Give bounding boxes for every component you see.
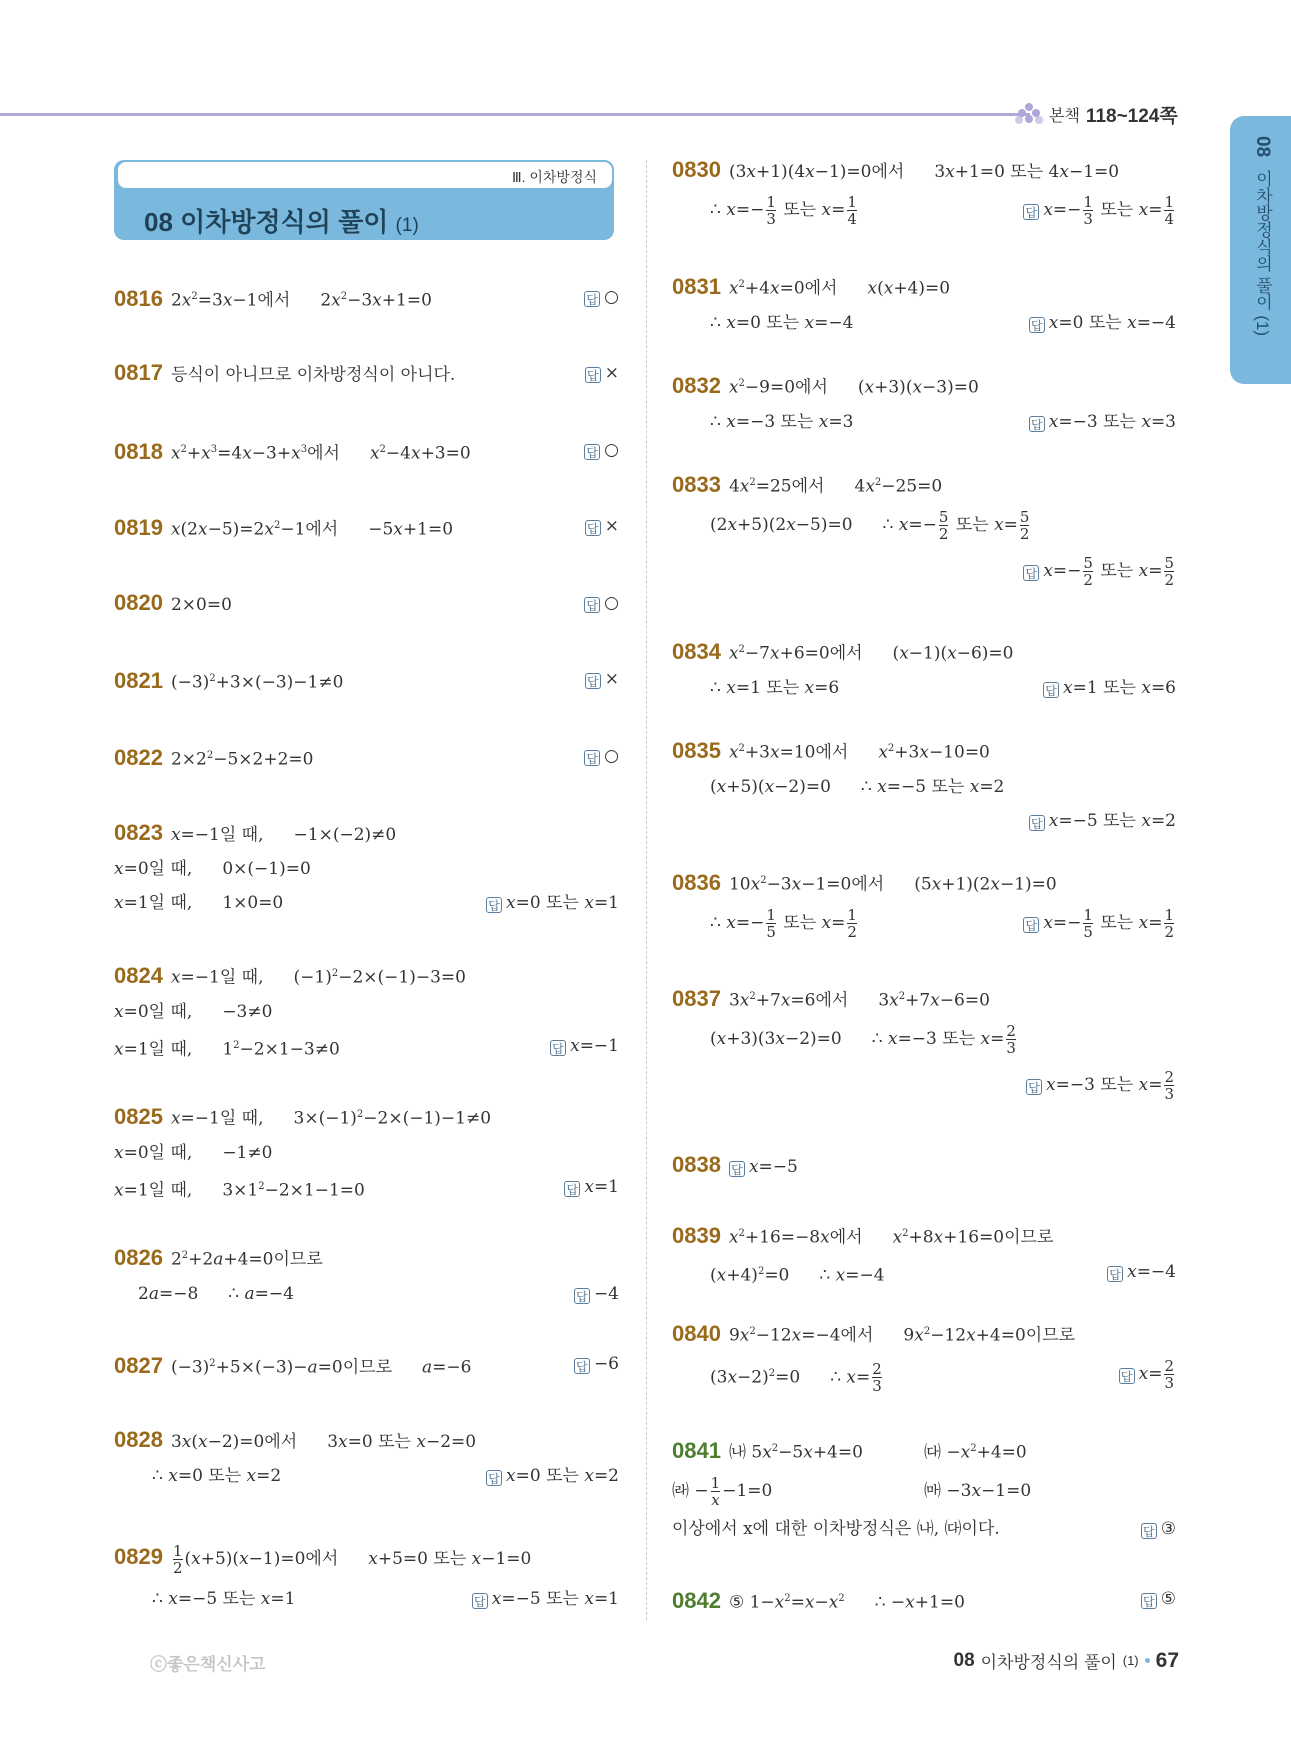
problem-0831: 0831 $x^2+4x=0$에서 x(x+4)=0 ∴ x=0 또는 x=−4 답 x=0 또는 x=−4 bbox=[672, 268, 1176, 340]
book-page-reference bbox=[1015, 101, 1178, 127]
answer-0823: 답 x=0 또는 x=1 bbox=[486, 886, 619, 920]
answer-icon: 답 bbox=[1107, 1266, 1123, 1282]
answer-icon: 답 bbox=[1141, 1593, 1157, 1609]
answer-icon: 답 bbox=[1029, 815, 1045, 831]
answer-0839: 답 x=−4 bbox=[1107, 1255, 1176, 1289]
problem-0836: 0836 $10x^2-3x-1=0$에서 (5x+1)(2x−1)=0 ∴ x=− $\frac{1}{5}$ 또는 x= $\frac{1}{2}$ 답 x=− $\frac{1}{5}$ 또는 x= $\frac{1}{2}$ bbox=[672, 864, 1176, 944]
footer-chapter-title: 이차방정식의 풀이 bbox=[980, 1653, 1117, 1672]
answer-icon: 답 bbox=[585, 673, 601, 689]
ref-label: 본책 bbox=[1049, 107, 1080, 125]
answer-icon: 답 bbox=[1029, 317, 1045, 333]
side-tab-num: 08 bbox=[1252, 136, 1273, 158]
problem-0832: 0832 $x^2-9=0$에서 (x+3)(x−3)=0 ∴ x=−3 또는 x=3 답 x=−3 또는 x=3 bbox=[672, 367, 1176, 439]
column-divider bbox=[646, 160, 647, 1620]
answer-0827: 답 −6 bbox=[574, 1347, 619, 1381]
problem-0817: 0817 등식이 아니므로 이차방정식이 아니다. 답 × bbox=[114, 356, 619, 392]
answer-icon: 답 bbox=[486, 897, 502, 913]
answer-0817: 답 × bbox=[585, 356, 619, 390]
answer-0819: 답 × bbox=[585, 509, 619, 543]
problem-0818: 0818 $x^2+x^3=4x-3+x^3$에서 $x^2-4x+3=0$ 답 ○ bbox=[114, 433, 619, 471]
answer-icon: 답 bbox=[585, 367, 601, 383]
answer-0821: 답 × bbox=[585, 662, 619, 696]
answer-0837: 답 x=−3 또는 x= $\frac{2}{3}$ bbox=[1026, 1060, 1176, 1110]
problem-0840: 0840 $9x^2-12x=-4$에서 $9x^2-12x+4=0$이므로 $(3x-2)^2=0$ ∴ x= $\frac{2}{3}$ 답 x= $\frac{2}{3}$ bbox=[672, 1320, 1174, 1396]
footer-chapter-num: 08 bbox=[953, 1649, 975, 1671]
answer-0832: 답 x=−3 또는 x=3 bbox=[1029, 405, 1176, 439]
problem-0829: 0829 $\frac{1}{2}$ (x+5)(x−1)=0에서 x+5=0 또는 x−1=0 ∴ x=−5 또는 x=1 답 x=−5 또는 x=1 bbox=[114, 1536, 619, 1616]
page-number: 67 bbox=[1155, 1648, 1179, 1672]
problem-0819: 0819 $x(2x-5)=2x^2-1$에서 −5x+1=0 답 × bbox=[114, 509, 619, 547]
problem-0834: 0834 $x^2-7x+6=0$에서 (x−1)(x−6)=0 ∴ x=1 또는 x=6 답 x=1 또는 x=6 bbox=[672, 633, 1176, 705]
answer-icon: 답 bbox=[1023, 917, 1039, 933]
answer-0830: 답 x=− $\frac{1}{3}$ 또는 x= $\frac{1}{4}$ bbox=[1023, 189, 1176, 231]
answer-icon: 답 bbox=[550, 1040, 566, 1056]
chapter-side-tab bbox=[1230, 116, 1291, 384]
answer-icon: 답 bbox=[1119, 1368, 1135, 1384]
answer-0824: 답 x=−1 bbox=[550, 1029, 619, 1063]
answer-0835: 답 x=−5 또는 x=2 bbox=[1029, 804, 1176, 838]
problem-0823: 0823 x=−1일 때, −1×(−2)≠0 x=0일 때, 0×(−1)=0 x=1일 때, 1×0=0 답 x=0 또는 x=1 bbox=[114, 816, 619, 920]
answer-0820: 답 ○ bbox=[584, 586, 619, 620]
answer-icon: 답 bbox=[574, 1288, 590, 1304]
answer-icon: 답 bbox=[486, 1470, 502, 1486]
answer-icon: 답 bbox=[1141, 1523, 1157, 1539]
answer-0831: 답 x=0 또는 x=−4 bbox=[1029, 306, 1176, 340]
answer-0818: 답 ○ bbox=[584, 433, 619, 467]
problem-0828: 0828 3x(x−2)=0에서 3x=0 또는 x−2=0 ∴ x=0 또는 x=2 답 x=0 또는 x=2 bbox=[114, 1423, 619, 1493]
footer-chapter-sub: (1) bbox=[1122, 1653, 1139, 1668]
problem-0838: 0838 답 x=−5 bbox=[672, 1152, 798, 1177]
copyright: ⓒ좋은책신사고 bbox=[150, 1655, 266, 1674]
part-label: Ⅲ. 이차방정식 bbox=[511, 169, 597, 185]
problem-0839: 0839 $x^2+16=-8x$에서 $x^2+8x+16=0$이므로 $(x+4)^2=0$ ∴ x=−4 답 x=−4 bbox=[672, 1217, 1176, 1292]
answer-icon: 답 bbox=[729, 1161, 745, 1177]
answer-icon: 답 bbox=[564, 1181, 580, 1197]
problem-0825: 0825 x=−1일 때, $3\times(-1)^2-2\times(-1)-1\ne 0$ x=0일 때, −1≠0 x=1일 때, $3\times 1^2-2\times 1-1=0$ 답 x=1 bbox=[114, 1098, 619, 1207]
answer-icon: 답 bbox=[584, 597, 600, 613]
answer-icon: 답 bbox=[584, 291, 600, 307]
answer-icon: 답 bbox=[584, 750, 600, 766]
problem-0833: 0833 $4x^2=25$에서 $4x^2-25=0$ (2x+5)(2x−5)=0 ∴ x=− $\frac{5}{2}$ 또는 x= $\frac{5}{2}$ 답 x=− $\frac{5}{2}$ 또는 x= $\frac{5}{2}$ bbox=[672, 466, 1176, 596]
problem-0830: 0830 (3x+1)(4x−1)=0에서 3x+1=0 또는 4x−1=0 ∴ x=− $\frac{1}{3}$ 또는 x= $\frac{1}{4}$ 답 x=− $\frac{1}{3}$ 또는 x= $\frac{1}{4}$ bbox=[672, 153, 1176, 231]
answer-icon: 답 bbox=[574, 1358, 590, 1374]
page-footer bbox=[954, 1648, 1180, 1673]
ref-pages: 118~124쪽 bbox=[1085, 105, 1178, 127]
problem-0821: 0821 $(-3)^2+3\times(-3)-1\ne 0$ 답 × bbox=[114, 662, 619, 700]
problem-0816: 0816 $2x^2=3x-1$에서 $2x^2-3x+1=0$ 답 ○ bbox=[114, 280, 619, 318]
answer-icon: 답 bbox=[1029, 416, 1045, 432]
answer-icon: 답 bbox=[584, 444, 600, 460]
answer-0816: 답 ○ bbox=[584, 280, 619, 314]
header-rule bbox=[0, 113, 1030, 116]
problem-0827: 0827 $(-3)^2+5\times(-3)-a=0$이므로 a=−6 답 −6 bbox=[114, 1347, 619, 1385]
answer-0822: 답 ○ bbox=[584, 739, 619, 773]
answer-0834: 답 x=1 또는 x=6 bbox=[1043, 671, 1176, 705]
problem-0824: 0824 x=−1일 때, $(-1)^2-2\times(-1)-3=0$ x=0일 때, −3≠0 x=1일 때, $1^2-2\times 1-3\ne 0$ 답 x=−1 bbox=[114, 957, 619, 1066]
answer-0826: 답 −4 bbox=[574, 1277, 619, 1311]
answer-0842: 답 ⑤ bbox=[1141, 1582, 1176, 1616]
answer-0840: 답 x= $\frac{2}{3}$ bbox=[1119, 1353, 1176, 1395]
answer-0829: 답 x=−5 또는 x=1 bbox=[472, 1582, 619, 1616]
answer-0828: 답 x=0 또는 x=2 bbox=[486, 1459, 619, 1493]
problem-0835: 0835 $x^2+3x=10$에서 $x^2+3x-10=0$ (x+5)(x−2)=0 ∴ x=−5 또는 x=2 답 x=−5 또는 x=2 bbox=[672, 732, 1176, 838]
answer-icon: 답 bbox=[585, 520, 601, 536]
footer-dot-icon bbox=[1145, 1658, 1150, 1663]
chapter-header bbox=[114, 160, 619, 246]
problem-0837: 0837 $3x^2+7x=6$에서 $3x^2+7x-6=0$ (x+3)(3x−2)=0 ∴ x=−3 또는 x= $\frac{2}{3}$ 답 x=−3 또는 x= $\frac{2}{3}$ bbox=[672, 980, 1176, 1110]
problem-0822: 0822 $2\times 2^2-5\times 2+2=0$ 답 ○ bbox=[114, 739, 619, 777]
answer-0825: 답 x=1 bbox=[564, 1170, 619, 1204]
problem-0842: 0842 ⑤ $1-x^2=x-x^2$ ∴ −x+1=0 답 ⑤ bbox=[672, 1582, 1176, 1620]
answer-icon: 답 bbox=[1023, 204, 1039, 220]
answer-0836: 답 x=− $\frac{1}{5}$ 또는 x= $\frac{1}{2}$ bbox=[1023, 902, 1176, 944]
flower-icon bbox=[1015, 103, 1043, 125]
chapter-title: 08 이차방정식의 풀이 (1) bbox=[144, 207, 419, 237]
problem-0820: 0820 2×0=0 답 ○ bbox=[114, 586, 619, 622]
answer-0841: 답 ③ bbox=[1141, 1512, 1176, 1546]
answer-0833: 답 x=− $\frac{5}{2}$ 또는 x= $\frac{5}{2}$ bbox=[1023, 546, 1176, 596]
answer-icon: 답 bbox=[472, 1593, 488, 1609]
answer-icon: 답 bbox=[1026, 1079, 1042, 1095]
answer-icon: 답 bbox=[1023, 565, 1039, 581]
problem-0826: 0826 $2^2+2a+4=0$이므로 2a=−8 ∴ a=−4 답 −4 bbox=[114, 1239, 619, 1311]
side-tab-text: 이차방정식의 풀이 (1) bbox=[1253, 169, 1272, 337]
answer-icon: 답 bbox=[1043, 682, 1059, 698]
problem-0841: 0841 ㈏ $5x^2-5x+4=0$ ㈐ $-x^2+4=0$ ㈑ − $\frac{1}{x}$ −1=0 ㈒ −3x−1=0 이상에서 x에 대한 이차방정식은 ㈏, ㈐이다. 답 ③ bbox=[672, 1432, 1176, 1546]
